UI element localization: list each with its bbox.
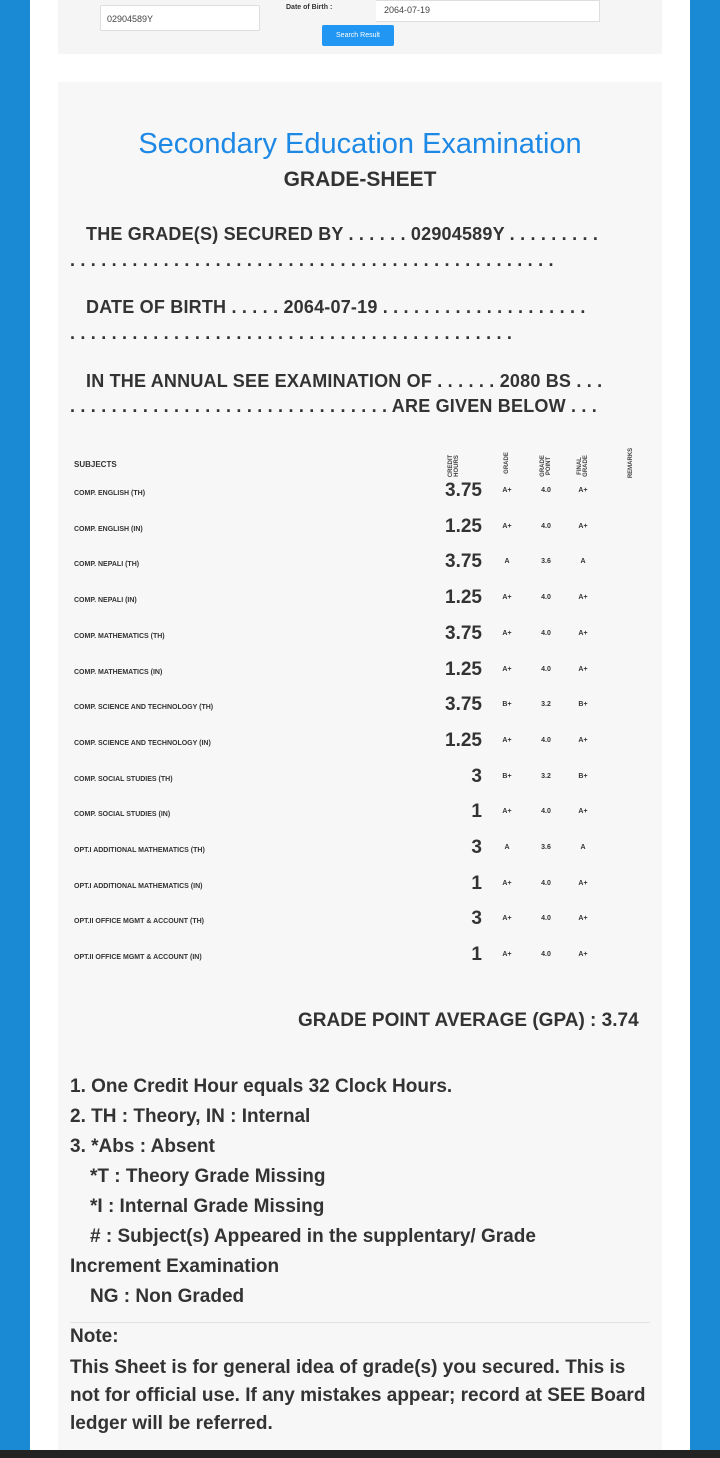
- final-grade-cell: A+: [578, 951, 588, 959]
- grade-point-cell: 4.0: [541, 951, 551, 959]
- table-row: [58, 694, 662, 729]
- credit-hours-cell: 3: [471, 908, 482, 930]
- final-grade-cell: A+: [578, 487, 588, 494]
- final-grade-cell: A: [580, 558, 586, 566]
- credit-hours-cell: 3.75: [445, 480, 482, 501]
- note-item: 2. TH : Theory, IN : Internal: [70, 1106, 311, 1127]
- subject-cell: COMP. SOCIAL STUDIES (IN): [74, 811, 171, 819]
- subject-cell: COMP. MATHEMATICS (TH): [74, 632, 165, 640]
- grade-point-cell: 4.0: [541, 808, 551, 816]
- grade-cell: A+: [502, 594, 512, 602]
- table-row: [58, 659, 662, 694]
- note-text: This Sheet is for general idea of grade(s) you secured. This is not for official use. If any mistakes appear; record at SEE Board ledger will be referred.: [70, 1357, 646, 1434]
- subject-cell: COMP. SCIENCE AND TECHNOLOGY (TH): [74, 704, 214, 712]
- left-blue-border: [0, 0, 30, 1450]
- table-row: [58, 587, 662, 622]
- registration-input[interactable]: 02904589Y: [100, 5, 260, 31]
- legend-notes: [70, 1072, 650, 1312]
- grade-cell: A+: [502, 736, 512, 744]
- table-row: [58, 480, 662, 515]
- grade-cell: A+: [502, 915, 512, 923]
- divider: [70, 1322, 650, 1323]
- final-grade-cell: B+: [578, 772, 588, 780]
- table-row: [58, 801, 662, 836]
- grade-point-cell: 3.2: [541, 772, 551, 780]
- grade-point-cell: 4.0: [541, 522, 551, 530]
- secured-by-line: THE GRADE(S) SECURED BY . . . . . . 02904589Y . . . . . . . . .: [86, 224, 599, 244]
- table-row: [58, 837, 662, 872]
- credit-hours-cell: 3: [471, 765, 482, 787]
- credit-hours-cell: 1.25: [445, 515, 482, 537]
- note-item: # : Subject(s) Appeared in the supplentary/ Grade: [90, 1226, 536, 1247]
- dob-dots: . . . . . . . . . . . . . . . . . . . . . . . . . . . . . . . . . . . . . . . . . . .: [70, 323, 513, 343]
- grade-sheet-heading: GRADE-SHEET: [283, 168, 437, 191]
- grade-point-cell: 3.6: [541, 844, 551, 851]
- header-subjects: SUBJECTS: [74, 460, 117, 469]
- credit-hours-cell: 1.25: [445, 658, 482, 680]
- table-row: [58, 766, 662, 801]
- final-grade-cell: A+: [578, 736, 588, 744]
- note-item: Increment Examination: [70, 1256, 280, 1277]
- table-row: [58, 623, 662, 658]
- given-below-line: . . . . . . . . . . . . . . . . . . . . . . . . . . . . . . . ARE GIVEN BELOW . . .: [70, 396, 598, 416]
- exam-line: IN THE ANNUAL SEE EXAMINATION OF . . . . . . 2080 BS . . .: [86, 371, 603, 391]
- grade-point-cell: 4.0: [541, 487, 551, 494]
- grade-point-cell: 4.0: [541, 915, 551, 923]
- subject-cell: COMP. NEPALI (IN): [74, 597, 137, 605]
- credit-hours-cell: 3: [471, 837, 482, 858]
- final-grade-cell: A: [580, 844, 586, 851]
- final-grade-cell: B+: [578, 701, 588, 709]
- dob-input[interactable]: 2064-07-19: [376, 0, 600, 22]
- dob-label: Date of Birth :: [286, 4, 333, 11]
- table-row: [58, 944, 662, 979]
- grade-point-cell: 4.0: [541, 879, 551, 887]
- note-item: *I : Internal Grade Missing: [90, 1196, 325, 1217]
- credit-hours-cell: 3.75: [445, 551, 482, 573]
- grade-cell: A: [504, 558, 510, 566]
- final-grade-cell: A+: [578, 594, 588, 602]
- subject-cell: COMP. ENGLISH (IN): [74, 525, 143, 533]
- subject-cell: COMP. MATHEMATICS (IN): [74, 668, 163, 676]
- grade-cell: A+: [502, 629, 512, 637]
- grade-cell: B+: [502, 701, 512, 709]
- grade-cell: A+: [502, 522, 512, 530]
- credit-hours-cell: 3.75: [445, 622, 482, 644]
- header-final-grade: FINAL GRADE: [577, 455, 589, 477]
- table-row: [58, 730, 662, 765]
- note-heading: Note:: [70, 1326, 119, 1347]
- credit-hours-cell: 1: [471, 944, 482, 966]
- credit-hours-cell: 1: [471, 801, 482, 823]
- subject-cell: OPT.I ADDITIONAL MATHEMATICS (IN): [74, 882, 203, 890]
- table-row: [58, 908, 662, 943]
- credit-hours-cell: 3.75: [445, 694, 482, 716]
- subject-cell: COMP. NEPALI (TH): [74, 561, 140, 569]
- subject-cell: COMP. SCIENCE AND TECHNOLOGY (IN): [74, 739, 211, 747]
- subject-cell: COMP. ENGLISH (TH): [74, 490, 146, 497]
- grade-point-cell: 4.0: [541, 594, 551, 602]
- subject-cell: OPT.II OFFICE MGMT & ACCOUNT (TH): [74, 918, 205, 926]
- dob-line: DATE OF BIRTH . . . . . 2064-07-19 . . . . . . . . . . . . . . . . . . . .: [86, 297, 586, 317]
- grade-cell: A+: [502, 665, 512, 673]
- grade-cell: A+: [502, 879, 512, 887]
- note-item: 3. *Abs : Absent: [70, 1136, 215, 1157]
- table-row: [58, 873, 662, 908]
- note-item: *T : Theory Grade Missing: [90, 1166, 326, 1187]
- search-result-button[interactable]: Search Result: [322, 25, 394, 46]
- grade-cell: A+: [502, 951, 512, 959]
- note-item: NG : Non Graded: [90, 1286, 245, 1307]
- subject-cell: COMP. SOCIAL STUDIES (TH): [74, 775, 173, 783]
- final-grade-cell: A+: [578, 522, 588, 530]
- final-grade-cell: A+: [578, 808, 588, 816]
- final-grade-cell: A+: [578, 665, 588, 673]
- grade-cell: A+: [502, 808, 512, 816]
- search-panel: [58, 0, 662, 54]
- grade-cell: A: [504, 844, 510, 851]
- grade-point-cell: 4.0: [541, 629, 551, 637]
- grade-point-cell: 3.2: [541, 701, 551, 709]
- credit-hours-cell: 1: [471, 872, 482, 894]
- exam-title: Secondary Education Examination: [138, 128, 582, 160]
- note-item: 1. One Credit Hour equals 32 Clock Hours.: [70, 1076, 453, 1097]
- final-grade-cell: A+: [578, 629, 588, 637]
- right-blue-border: [690, 0, 720, 1450]
- header-grade: GRADE: [504, 452, 510, 474]
- header-grade-point: GRADE POINT: [540, 455, 552, 477]
- table-row: [58, 551, 662, 586]
- subject-cell: OPT.I ADDITIONAL MATHEMATICS (TH): [74, 847, 205, 854]
- grade-sheet: [58, 82, 662, 1450]
- grade-point-cell: 4.0: [541, 736, 551, 744]
- gpa-summary: GRADE POINT AVERAGE (GPA) : 3.74: [298, 1010, 639, 1031]
- header-credit-hours: CREDIT HOURS: [448, 454, 460, 478]
- grade-point-cell: 4.0: [541, 665, 551, 673]
- grade-cell: A+: [502, 487, 512, 494]
- page-container: [30, 0, 690, 1450]
- final-grade-cell: A+: [578, 879, 588, 887]
- header-remarks: REMARKS: [628, 447, 634, 479]
- credit-hours-cell: 1.25: [445, 729, 482, 751]
- bottom-bar: [0, 1450, 720, 1458]
- grade-cell: B+: [502, 772, 512, 780]
- final-grade-cell: A+: [578, 915, 588, 923]
- table-row: [58, 516, 662, 551]
- grade-point-cell: 3.6: [541, 558, 551, 566]
- subject-cell: OPT.II OFFICE MGMT & ACCOUNT (IN): [74, 954, 202, 962]
- secured-by-dots: . . . . . . . . . . . . . . . . . . . . . . . . . . . . . . . . . . . . . . . . . . . . . . .: [70, 250, 554, 270]
- credit-hours-cell: 1.25: [445, 587, 482, 609]
